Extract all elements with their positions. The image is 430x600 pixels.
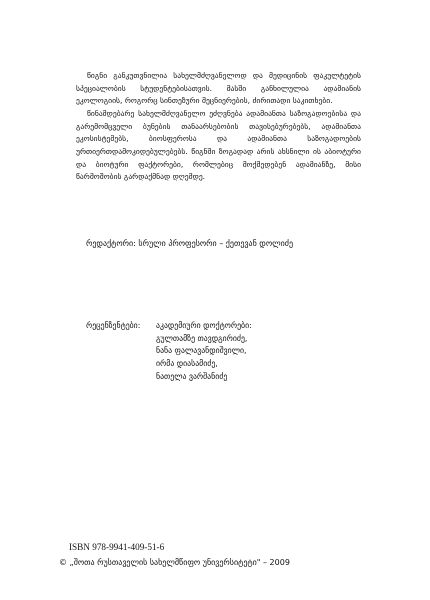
reviewer-item: გულთამზე თავდგირიძე, bbox=[156, 333, 248, 343]
annotation-text bbox=[76, 70, 361, 184]
isbn-number: ISBN 978-9941-409-51-6 bbox=[69, 542, 165, 552]
reviewers-list bbox=[156, 320, 252, 384]
reviewer-item: აკადემიური დოქტორები: bbox=[156, 321, 252, 330]
reviewers-label: რეცენზენტები: bbox=[86, 321, 141, 330]
annotation-paragraph-1: წიგნი განკუთვნილია სახელმძღვანელოდ და მედიცინის ფაკულტეტის სპეციალობის სტუდენტებისათვის. მასში განხილულია ადამიანის ეკოლოგიის, როგორც სინთეზური მეცნიერების, ძირითადი საკითხები. bbox=[76, 71, 361, 106]
reviewer-item: ნანა ფალავანდიშვილი, bbox=[156, 346, 247, 356]
editor-line: რედაქტორი: სრული პროფესორი – ქეთევან დოლიძე bbox=[86, 239, 294, 248]
reviewer-item: ნათელა ვარშანიძე bbox=[156, 371, 228, 381]
annotation-paragraph-2: წინამდებარე სახელმძღვანელო ეძღვნება ადამიანთა საზოგადოებისა და გარემომცველი ბუნების თანაარსებობის თავისებურებებს, ადამიანთა ეკოსისტემებს, ბიოსფეროსა და ადამიანთა საზოგადოების ურთიერთდამოკიდებულებებს. წიგნში ზოგადად არის ახსნილი ის აბიოტური და ბიოტური ფაქტორები, რომლებიც მოქმედებენ ადამიანზე, მისი წარმოშობის გარდაქმნად დღემდე. bbox=[76, 109, 361, 182]
copyright-line: © „შოთა რუსთაველის სახელმწიფო უნივერსიტეტი" – 2009 bbox=[59, 558, 290, 567]
reviewer-item: ირმა დიასამიძე, bbox=[156, 359, 218, 369]
